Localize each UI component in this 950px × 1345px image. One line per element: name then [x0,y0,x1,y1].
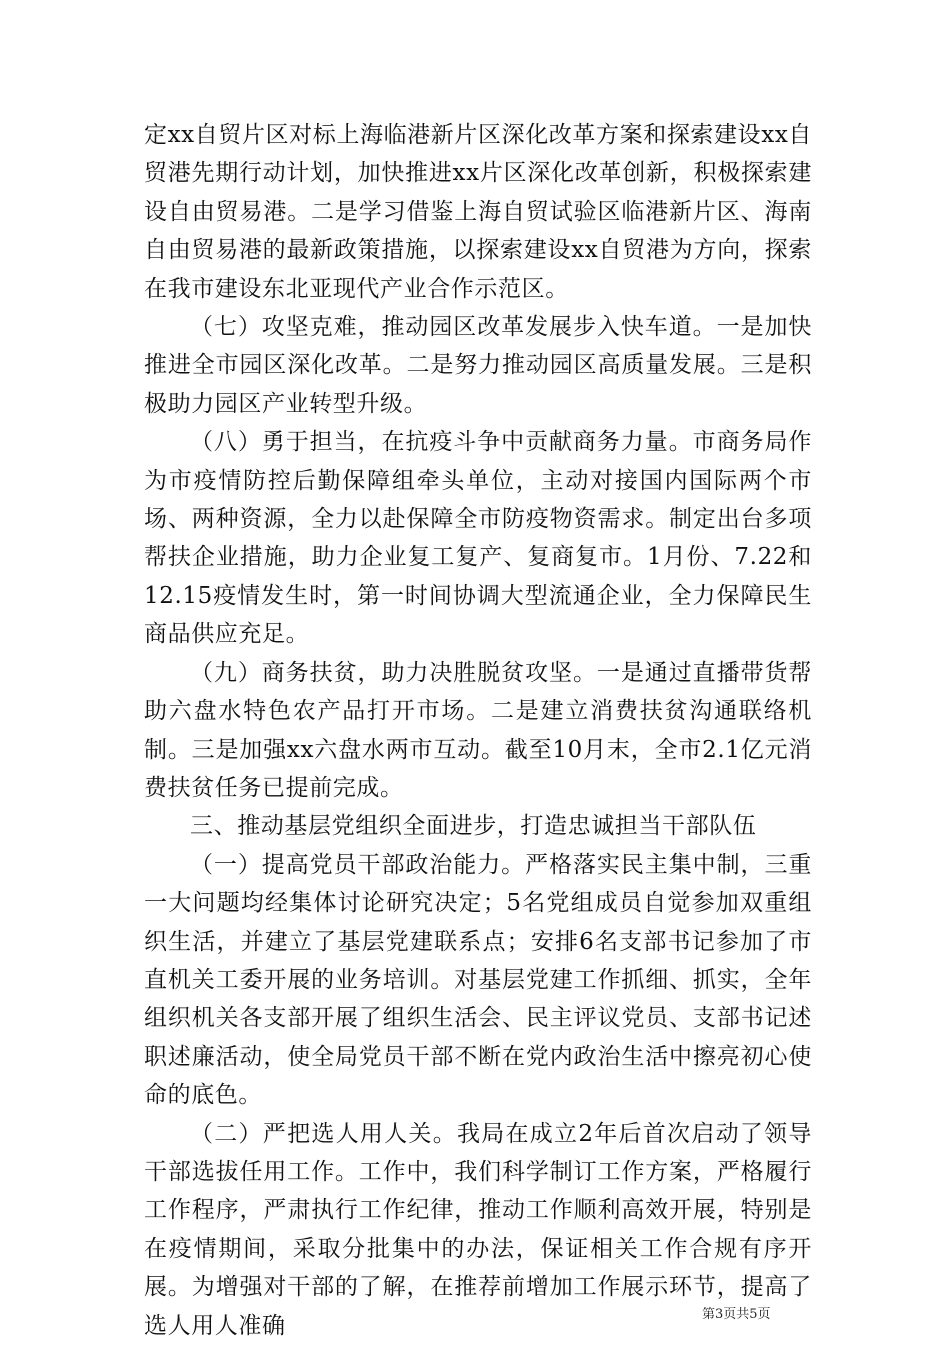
paragraph-continuation: 定xx自贸片区对标上海临港新片区深化改革方案和探索建设xx自贸港先期行动计划，加快推进xx片区深化改革创新，积极探索建设自由贸易港。二是学习借鉴上海自贸试验区临港新片区、海南自由贸易港的最新政策措施，以探索建设xx自贸港为方向，探索在我市建设东北亚现代产业合作示范区。 [144,122,812,302]
paragraph-section-9: （九）商务扶贫，助力决胜脱贫攻坚。一是通过直播带货帮助六盘水特色农产品打开市场。二是建立消费扶贫沟通联络机制。三是加强xx六盘水两市互动。截至10月末，全市2.1亿元消费扶贫任务已提前完成。 [144,659,812,801]
paragraph-subsection-1: （一）提高党员干部政治能力。严格落实民主集中制，三重一大问题均经集体讨论研究决定；5名党组成员自觉参加双重组织生活，并建立了基层党建联系点；安排6名支部书记参加了市直机关工委开展的业务培训。对基层党建工作抓细、抓实，全年组织机关各支部开展了组织生活会、民主评议党员、支部书记述职述廉活动，使全局党员干部不断在党内政治生活中擦亮初心使命的底色。 [144,851,812,1109]
document-body [144,116,812,1345]
paragraph-subsection-2: （二）严把选人用人关。我局在成立2年后首次启动了领导干部选拔任用工作。工作中，我们科学制订工作方案，严格履行工作程序，严肃执行工作纪律，推动工作顺利高效开展，特别是在疫情期间，采取分批集中的办法，保证相关工作合规有序开展。为增强对干部的了解，在推荐前增加工作展示环节，提高了选人用人准确 [144,1120,812,1339]
section-heading-3: 三、推动基层党组织全面进步，打造忠诚担当干部队伍 [190,813,757,840]
paragraph-section-7: （七）攻坚克难，推动园区改革发展步入快车道。一是加快推进全市园区深化改革。二是努力推动园区高质量发展。三是积极助力园区产业转型升级。 [144,314,812,417]
page-number-footer: 第3页共5页 [702,1307,771,1322]
paragraph-section-8: （八）勇于担当，在抗疫斗争中贡献商务力量。市商务局作为市疫情防控后勤保障组牵头单位，主动对接国内国际两个市场、两种资源，全力以赴保障全市防疫物资需求。制定出台多项帮扶企业措施，助力企业复工复产、复商复市。1月份、7.22和12.15疫情发生时，第一时间协调大型流通企业，全力保障民生商品供应充足。 [144,429,812,648]
